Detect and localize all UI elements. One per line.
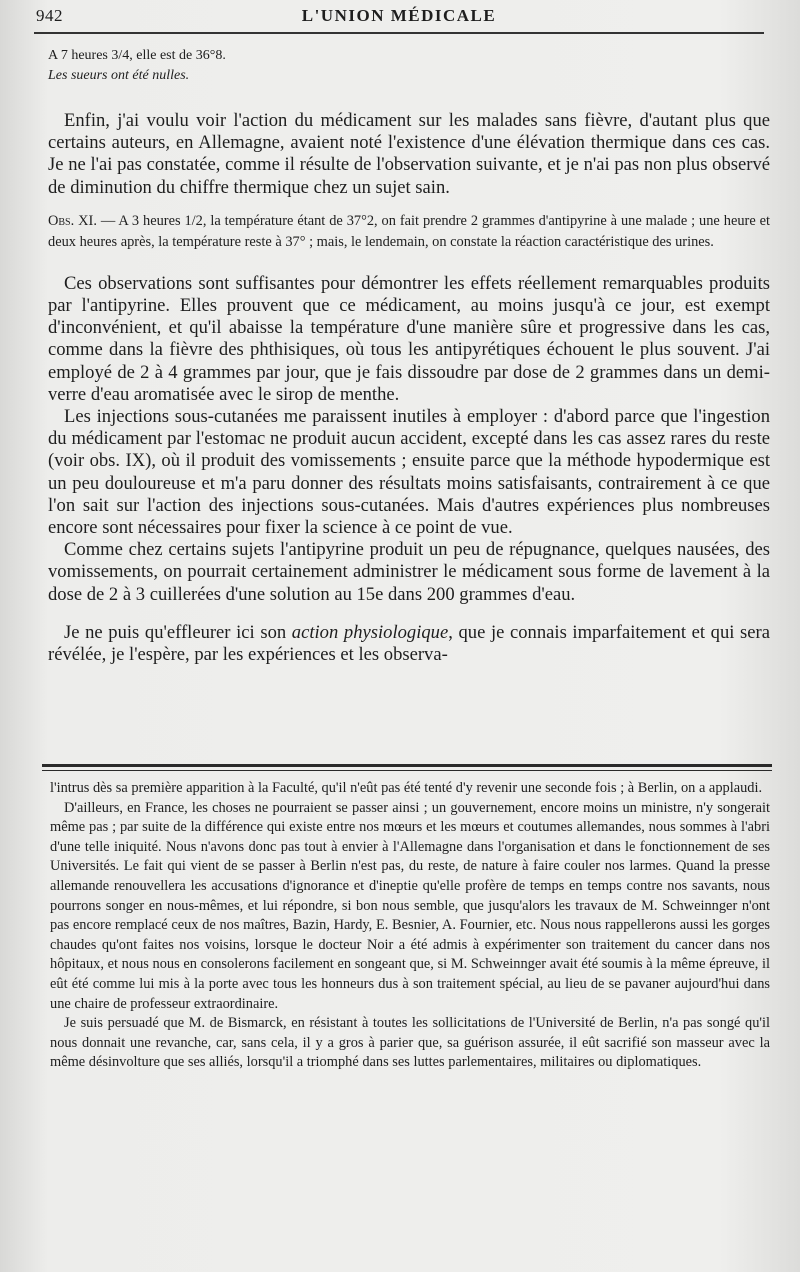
footnote-separator — [42, 764, 772, 771]
paragraph-4: Comme chez certains sujets l'antipyrine produit un peu de répugnance, quelques nausées, des vomissements, on pourrait certainement administrer le médicament sous forme de lavement à la dose de 2 à 3 cuillerées d'une solution au 15e dans 200 grammes d'eau. — [48, 539, 770, 605]
footnote-3: Je suis persuadé que M. de Bismarck, en résistant à toutes les sollicitations de l'Université de Berlin, n'a pas songé qu'il nous donnait une revanche, car, sans cela, il y a gros à parier que, sa guérison assurée, il eût sacrifié son masseur avec la même désinvolture que ses alliés, lorsqu'il a triomphé dans ses luttes parlementaires, militaires ou diplomatiques. — [50, 1015, 770, 1071]
paragraph-5-emphasis: action physiologique — [291, 621, 449, 643]
temperature-line: A 7 heures 3/4, elle est de 36°8. — [48, 48, 226, 63]
journal-title: L'UNION MÉDICALE — [301, 6, 497, 25]
observation-label: Obs. XI. — [48, 212, 97, 229]
paragraph-2: Ces observations sont suffisantes pour démontrer les effets réellement remarquables produits par l'antipyrine. Elles prouvent que ce médicament, au moins jusqu'à ce jour, est exempt d'inconvénient, et qu'il abaisse la température d'une manière sûre et progressive dans les cas, comme dans la fièvre des phthisiques, où tous les antipyrétiques échouent le plus souvent. J'ai employé de 2 à 4 grammes par jour, que je fais dissoudre par dose de 2 grammes dans un demi-verre d'eau aromatisée avec le sirop de menthe. — [48, 272, 770, 405]
page-header — [34, 4, 764, 34]
footnotes — [50, 779, 770, 1073]
observation-xi — [48, 211, 770, 253]
paragraph-5 — [48, 622, 770, 666]
observation-text: — A 3 heures 1/2, la température étant de 37°2, on fait prendre 2 grammes d'antipyrine à une malade ; une heure et deux heures après, la température reste à 37° ; mais, le lendemain, on constate la réaction caractéristique des urines. — [48, 212, 771, 250]
sweat-line: Les sueurs ont été nulles. — [48, 68, 190, 83]
paragraph-3: Les injections sous-cutanées me paraissent inutiles à employer : d'abord parce que l'ingestion du médicament par l'estomac ne produit aucun accident, excepté dans les cas assez rares du reste (voir obs. IX), où il produit des vomissements ; ensuite parce que la méthode hypodermique est un peu douloureuse et m'a paru donner des résultats moins satisfaisants, contrairement à ce que l'on sait sur l'action des injections sous-cutanées. Mais d'autres expériences plus nombreuses encore sont nécessaires pour fixer la science à ce point de vue. — [48, 406, 770, 539]
paragraph-1: Enfin, j'ai voulu voir l'action du médicament sur les malades sans fièvre, d'autant plus que certains auteurs, en Allemagne, avaient noté l'existence d'une élévation thermique dans ces cas. Je ne l'ai pas constatée, comme il résulte de l'observation suivante, et je n'ai pas non plus observé de diminution du chiffre thermique chez un sujet sain. — [48, 110, 770, 198]
paragraph-5-end: , que je connais imparfaitement et qui sera révélée, je l'espère, par les expériences et les observa- — [48, 621, 770, 666]
page-number: 942 — [36, 6, 63, 25]
footnote-2: D'ailleurs, en France, les choses ne pourraient se passer ainsi ; un gouvernement, encore moins un ministre, n'y songerait même pas ; par suite de la différence qui existe entre nos mœurs et les mœurs et coutumes allemandes, nous sommes à l'abri d'une telle iniquité. Nous n'avons donc pas tout à envier à l'Allemagne dans l'organisation et dans le fonctionnement de ses Universités. Le fait qui vient de se passer à Berlin n'est pas, du reste, de nature à faire couler nos larmes. Quand la presse allemande renouvellera les accusations d'ignorance et d'ineptie qu'elle profère de temps en temps contre nos savants, nous pourrons songer en nous-mêmes, et lui répondre, si bon nous semble, que jusqu'alors les travaux de M. Schweinnger n'ont pas encore remplacé ceux de nos maîtres, Bazin, Hardy, E. Besnier, A. Fournier, etc. Nous nous rappellerons aussi les gorges chaudes qu'ont faites nos voisins, lorsque le docteur Noir a été admis à expérimenter son traitement du cancer dans nos hôpitaux, et nous nous en consolerons facilement en songeant que, si M. Schweinnger avait été soumis à la même épreuve, il eût été comme lui mis à la porte avec tous les honneurs dus à son traitement spécial, au lieu de se pavaner aujourd'hui dans une chaire de professeur extraordinaire. — [50, 799, 770, 1012]
main-text — [48, 46, 770, 666]
paragraph-5-start: Je ne puis qu'effleurer ici son — [64, 621, 292, 643]
footnote-1: l'intrus dès sa première apparition à la Faculté, qu'il n'eût pas été tenté d'y revenir une seconde fois ; à Berlin, on a applaudi. — [50, 780, 763, 796]
